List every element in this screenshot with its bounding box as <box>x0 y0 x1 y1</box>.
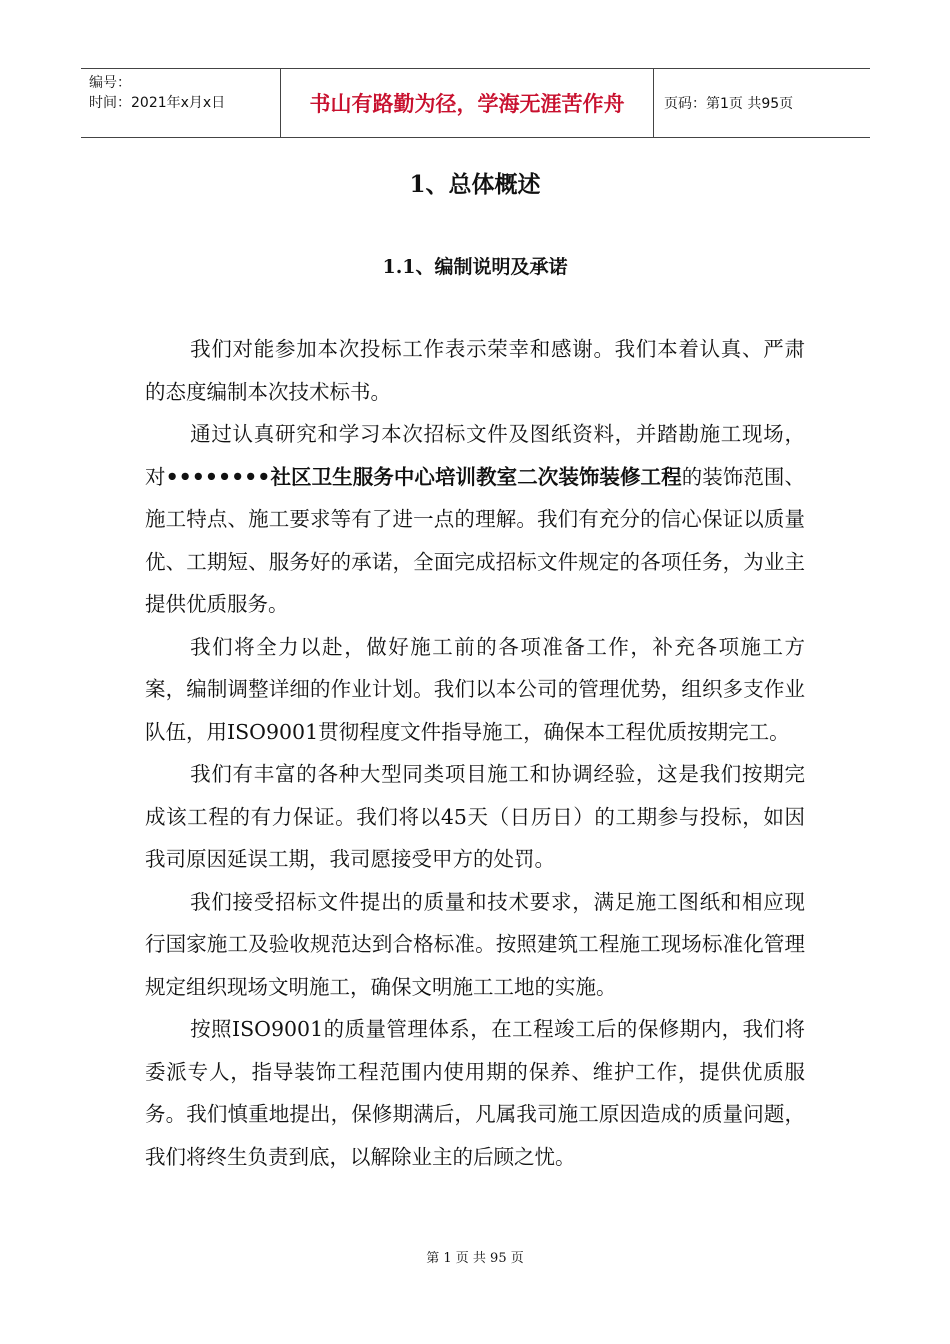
section-heading: 1、总体概述 <box>409 171 541 198</box>
paragraph-2 <box>145 413 805 626</box>
document-date-label: 时间：2021年x月x日 <box>89 95 226 111</box>
page-header <box>81 68 870 138</box>
header-meta <box>81 69 281 137</box>
paragraph-2-text-end: 的装饰范围、施工特点、施工要求等有了进一点的理解。我们有充分的信心保证以质量优、工期短、服务好的承诺，全面完成招标文件规定的各项任务，为业主提供优质服务。 <box>145 464 805 616</box>
document-number-label: 编号： <box>89 75 131 91</box>
document-body <box>145 328 805 1178</box>
page-footer: 第 1 页 共 95 页 <box>426 1251 524 1266</box>
paragraph-1: 我们对能参加本次投标工作表示荣幸和感谢。我们本着认真、严肃的态度编制本次技术标书。 <box>145 337 805 404</box>
subsection-heading: 1.1、编制说明及承诺 <box>382 256 568 278</box>
paragraph-3: 我们将全力以赴，做好施工前的各项准备工作，补充各项施工方案，编制调整详细的作业计划。我们以本公司的管理优势，组织多支作业队伍，用ISO9001贯彻程度文件指导施工，确保本工程优质按期完工。 <box>145 634 805 744</box>
paragraph-2-text-start: 通过认真研究和学习本次招标文件及图纸资料，并踏勘施工现场，对 <box>145 422 805 489</box>
paragraph-4 <box>145 753 805 881</box>
header-page-info: 页码：第1页 共95页 <box>664 96 794 112</box>
paragraph-4-text-end: 天（日历日）的工期参与投标，如因我司原因延误工期，我司愿接受甲方的处罚。 <box>145 804 806 871</box>
header-motto: 书山有路勤为径，学海无涯苦作舟 <box>281 69 654 137</box>
paragraph-6: 按照ISO9001的质量管理体系，在工程竣工后的保修期内，我们将委派专人，指导装饰工程范围内使用期的保养、维护工作，提供优质服务。我们慎重地提出，保修期满后，凡属我司施工原因造成的质量问题，我们将终生负责到底，以解除业主的后顾之忧。 <box>145 1017 805 1169</box>
duration-days: 45 <box>440 804 467 829</box>
project-name: ••••••••社区卫生服务中心培训教室二次装饰装修工程 <box>165 464 682 489</box>
paragraph-5: 我们接受招标文件提出的质量和技术要求，满足施工图纸和相应现行国家施工及验收规范达到合格标准。按照建筑工程施工现场标准化管理规定组织现场文明施工，确保文明施工工地的实施。 <box>145 889 805 999</box>
paragraph-4-text-start: 我们有丰富的各种大型同类项目施工和协调经验，这是我们按期完成该工程的有力保证。我们将以 <box>145 762 805 829</box>
